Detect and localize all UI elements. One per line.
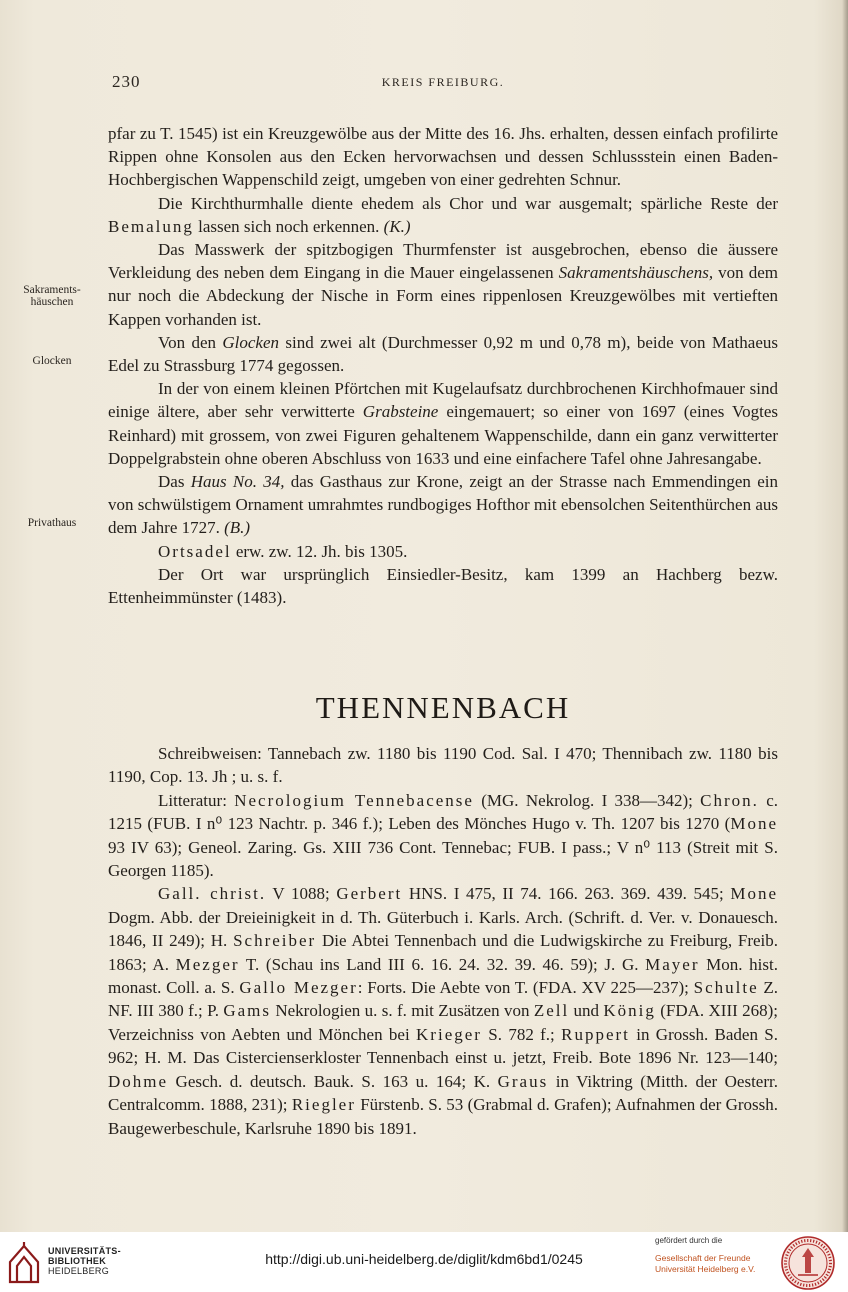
section-title: THENNENBACH <box>315 690 571 725</box>
paragraph: Die Kirchthurmhalle diente ehedem als Chor und war ausgemalt; spärliche Reste der Bemalung lassen sich noch erkennen. (K.) <box>108 193 778 236</box>
paragraph: Von den Glocken sind zwei alt (Durchmesser 0,92 m und 0,78 m), beide von Mathaeus Edel zu Strassburg 1774 gegossen. <box>108 332 778 376</box>
author-signature: (K.) <box>383 216 411 236</box>
society-link[interactable]: Gesellschaft der Freunde Universität Heidelberg e.V. <box>655 1253 756 1274</box>
page-header <box>108 72 778 94</box>
paragraph: Das Masswerk der spitzbogigen Thurmfenster ist ausgebrochen, ebenso die äussere Verkleidung des neben dem Eingang in die Mauer eingelassenen Sakramentshäuschens, von dem nur noch die Abdeckung der Nische in Form eines rippenlosen Kreuzgewölbes mit vertieften Kappen vorhanden ist. <box>108 240 778 329</box>
page-number: 230 <box>112 72 141 91</box>
main-text <box>108 122 778 609</box>
viewer-footer <box>0 1232 848 1292</box>
margin-note-sakramentshaeuschen: Sakraments- häuschen <box>23 284 81 308</box>
funded-by-label: gefördert durch die <box>655 1236 723 1245</box>
margin-note-privathaus: Privathaus <box>27 517 77 529</box>
paragraph: pfar zu T. 1545) ist ein Kreuzgewölbe aus der Mitte des 16. Jhs. erhalten, dessen einfach profilirte Rippen ohne Konsolen aus den Ecken hervorwachsen und dessen Schlussstein einen Baden-Hochbergischen Wappenschild zeigt, umgeben von einer gedrehten Schnur. <box>108 124 778 190</box>
library-name[interactable]: UNIVERSITÄTS- BIBLIOTHEK HEIDELBERG <box>48 1246 121 1276</box>
paragraph: Ortsadel erw. zw. 12. Jh. bis 1305. <box>158 541 408 561</box>
paragraph: Das Haus No. 34, das Gasthaus zur Krone, zeigt an der Strasse nach Emmendingen ein von schwülstigem Ornament umrahmtes rundbogiges Hofthor mit ebensolchen Seitenthürchen aus dem Jahre 1727. (B.) <box>108 472 778 538</box>
paragraph: Der Ort war ursprünglich Einsiedler-Besitz, kam 1399 an Hachberg bezw. Ettenheimmünster (1483). <box>108 564 778 608</box>
university-seal-icon <box>780 1235 836 1291</box>
permalink-url[interactable]: http://digi.ub.uni-heidelberg.de/diglit/kdm6bd1/0245 <box>265 1251 583 1267</box>
section-text <box>108 742 778 1140</box>
author-signature: (B.) <box>224 518 251 538</box>
margin-note-glocken: Glocken <box>32 355 72 367</box>
paragraph: Gall. christ. V 1088; Gerbert HNS. I 475, II 74. 166. 263. 369. 439. 545; Mone Dogm. Abb. der Dreieinigkeit in d. Th. Güterbuch i. Karls. Arch. (Schrift. d. Ver. v. Donauesch. 1846, II 249); H. Schreiber Die Abtei Tennenbach und die Ludwigskirche zu Freiburg, Freib. 1863; A. Mezger T. (Schau ins Land III 6. 16. 24. 32. 39. 46. 59); J. G. Mayer Mon. hist. monast. Coll. a. S. Gallo Mezger: Forts. Die Aebte von T. (FDA. XV 225—237); Schulte Z. NF. III 380 f.; P. Gams Nekrologien u. s. f. mit Zusätzen von Zell und König (FDA. XIII 268); Verzeichniss von Aebten und Mönchen bei Krieger S. 782 f.; Ruppert in Grossh. Baden S. 962; H. M. Das Cistercienserkloster Tennenbach einst u. jetzt, Freib. Bote 1896 Nr. 123—140; Dohme Gesch. d. deutsch. Bauk. S. 163 u. 164; K. Graus in Viktring (Mitth. der Oesterr. Centralcomm. 1888, 231); Riegler Fürstenb. S. 53 (Grabmal d. Grafen); Aufnahmen der Grossh. Baugewerbeschule, Karlsruhe 1890 bis 1891. <box>108 884 779 1138</box>
paragraph: Litteratur: Necrologium Tennebacense (MG. Nekrolog. I 338—342); Chron. c. 1215 (FUB. I n⁰ 123 Nachtr. p. 346 f.); Leben des Mönches Hugo v. Th. 1207 bis 1270 (Mone 93 IV 63); Geneol. Zaring. Gs. XIII 736 Cont. Tennebac; FUB. I pass.; V n⁰ 113 (Streit mit S. Georgen 1185). <box>108 790 778 881</box>
running-title: KREIS FREIBURG. <box>381 75 505 89</box>
paragraph: In der von einem kleinen Pförtchen mit Kugelaufsatz durchbrochenen Kirchhofmauer sind einige ältere, aber sehr verwitterte Grabsteine eingemauert; so einer von 1697 (eines Vogtes Reinhard) mit grossem, von zwei Figuren gehaltenem Wappenschilde, dann ein ganz verwitterter Doppelgrabstein ohne oberen Abschluss von 1633 und eine einfachere Tafel ohne Jahresangabe. <box>108 379 778 468</box>
paragraph: Schreibweisen: Tannebach zw. 1180 bis 1190 Cod. Sal. I 470; Thennibach zw. 1180 bis 1190, Cop. 13. Jh ; u. s. f. <box>108 744 778 787</box>
